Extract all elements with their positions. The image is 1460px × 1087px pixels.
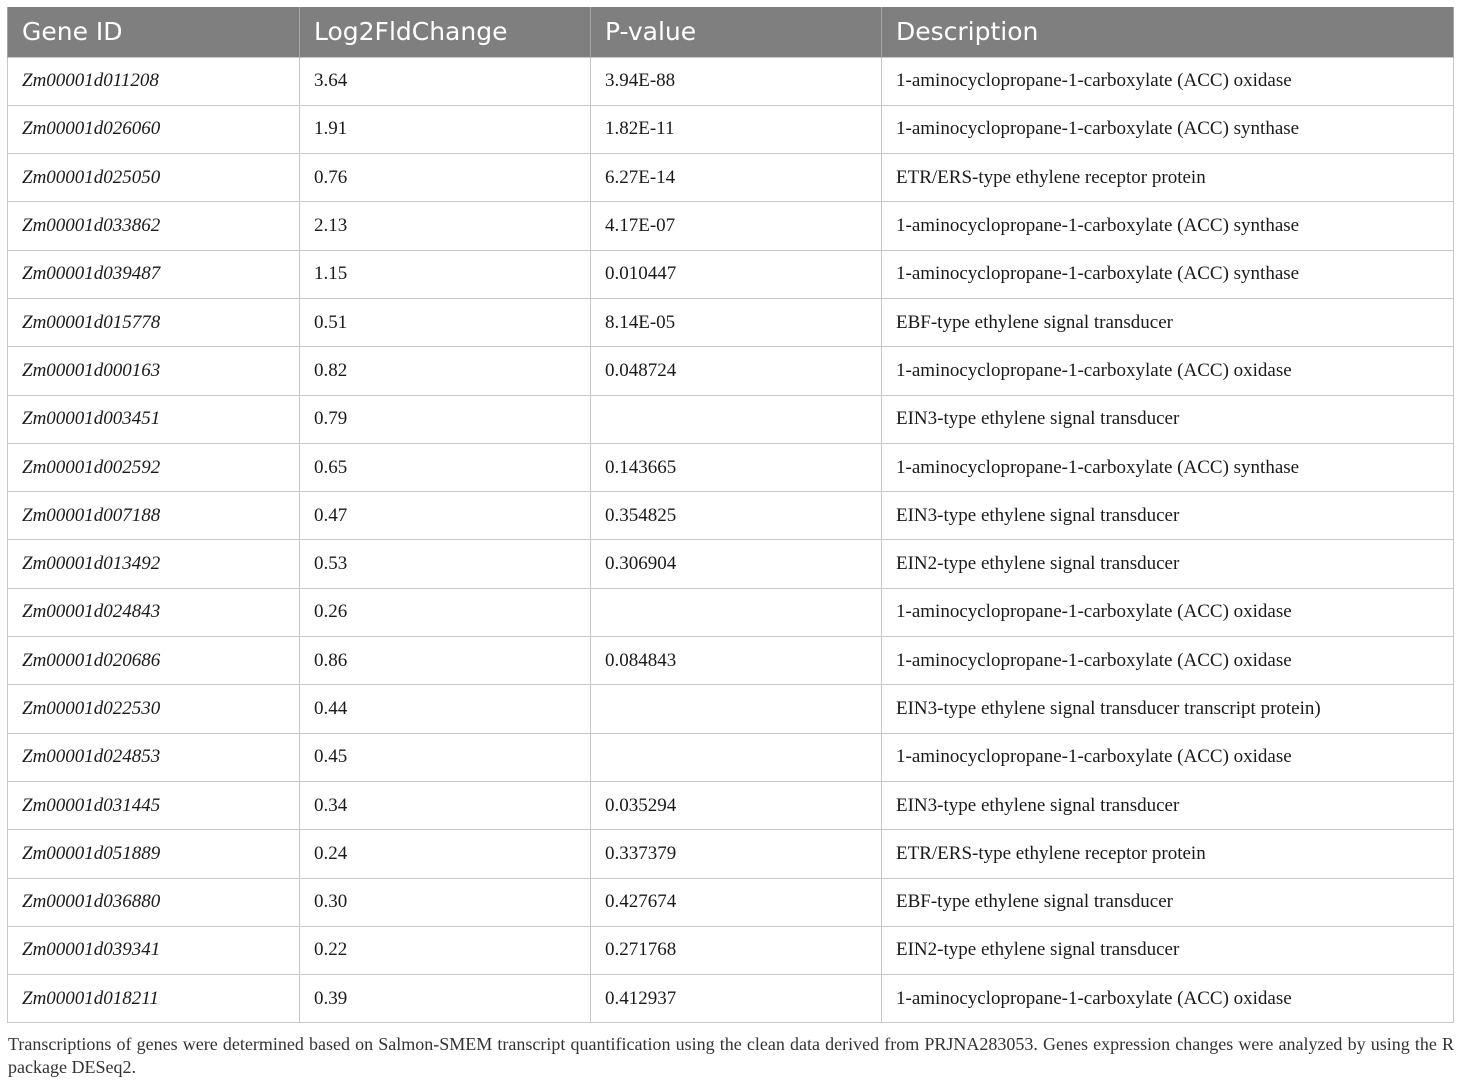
p-value-cell: 1.82E-11: [591, 105, 882, 153]
p-value-cell: 0.010447: [591, 250, 882, 298]
header-description: Description: [882, 7, 1454, 57]
p-value-cell: 0.337379: [591, 830, 882, 878]
gene-id-cell: Zm00001d011208: [8, 57, 300, 105]
log2fldchange-cell: 0.22: [300, 926, 591, 974]
description-cell: 1-aminocyclopropane-1-carboxylate (ACC) synthase: [882, 250, 1454, 298]
p-value-cell: 6.27E-14: [591, 154, 882, 202]
table-footnote: Transcriptions of genes were determined based on Salmon-SMEM transcript quantification using the clean data derived from PRJNA283053. Genes expression changes were analyzed by using the R package DESeq2.: [8, 1034, 1454, 1077]
p-value-cell: 0.306904: [591, 540, 882, 588]
log2fldchange-cell: 0.82: [300, 347, 591, 395]
log2fldchange-cell: 3.64: [300, 57, 591, 105]
table-row: [8, 781, 1454, 829]
header-p-value: P-value: [591, 7, 882, 57]
description-cell: 1-aminocyclopropane-1-carboxylate (ACC) oxidase: [882, 975, 1454, 1023]
description-cell: 1-aminocyclopropane-1-carboxylate (ACC) synthase: [882, 202, 1454, 250]
gene-id-cell: Zm00001d024853: [8, 733, 300, 781]
p-value-cell: 0.271768: [591, 926, 882, 974]
log2fldchange-cell: 0.65: [300, 443, 591, 491]
p-value-cell: 0.143665: [591, 443, 882, 491]
description-cell: EIN2-type ethylene signal transducer: [882, 540, 1454, 588]
log2fldchange-cell: 0.24: [300, 830, 591, 878]
description-cell: EIN3-type ethylene signal transducer: [882, 781, 1454, 829]
log2fldchange-cell: 1.15: [300, 250, 591, 298]
log2fldchange-cell: 0.45: [300, 733, 591, 781]
p-value-cell: 8.14E-05: [591, 298, 882, 346]
gene-table-container: [7, 7, 1453, 1023]
gene-id-cell: Zm00001d033862: [8, 202, 300, 250]
log2fldchange-cell: 0.30: [300, 878, 591, 926]
description-cell: 1-aminocyclopropane-1-carboxylate (ACC) oxidase: [882, 57, 1454, 105]
table-row: [8, 105, 1454, 153]
log2fldchange-cell: 0.79: [300, 395, 591, 443]
header-gene-id: Gene ID: [8, 7, 300, 57]
p-value-cell: 0.084843: [591, 637, 882, 685]
description-cell: EBF-type ethylene signal transducer: [882, 298, 1454, 346]
p-value-cell: 0.035294: [591, 781, 882, 829]
description-cell: EIN3-type ethylene signal transducer: [882, 492, 1454, 540]
gene-id-cell: Zm00001d039341: [8, 926, 300, 974]
p-value-cell: 4.17E-07: [591, 202, 882, 250]
description-cell: ETR/ERS-type ethylene receptor protein: [882, 830, 1454, 878]
gene-id-cell: Zm00001d015778: [8, 298, 300, 346]
p-value-cell: [591, 685, 882, 733]
log2fldchange-cell: 1.91: [300, 105, 591, 153]
table-row: [8, 347, 1454, 395]
log2fldchange-cell: 0.26: [300, 588, 591, 636]
description-cell: 1-aminocyclopropane-1-carboxylate (ACC) synthase: [882, 105, 1454, 153]
p-value-cell: [591, 588, 882, 636]
log2fldchange-cell: 2.13: [300, 202, 591, 250]
table-row: [8, 395, 1454, 443]
description-cell: EIN3-type ethylene signal transducer: [882, 395, 1454, 443]
description-cell: 1-aminocyclopropane-1-carboxylate (ACC) oxidase: [882, 637, 1454, 685]
gene-id-cell: Zm00001d013492: [8, 540, 300, 588]
gene-id-cell: Zm00001d000163: [8, 347, 300, 395]
gene-id-cell: Zm00001d036880: [8, 878, 300, 926]
gene-id-cell: Zm00001d031445: [8, 781, 300, 829]
table-row: [8, 443, 1454, 491]
gene-id-cell: Zm00001d018211: [8, 975, 300, 1023]
p-value-cell: 3.94E-88: [591, 57, 882, 105]
header-log2fldchange: Log2FldChange: [300, 7, 591, 57]
table-row: [8, 637, 1454, 685]
table-row: [8, 830, 1454, 878]
table-row: [8, 975, 1454, 1023]
p-value-cell: 0.427674: [591, 878, 882, 926]
gene-id-cell: Zm00001d002592: [8, 443, 300, 491]
description-cell: 1-aminocyclopropane-1-carboxylate (ACC) oxidase: [882, 347, 1454, 395]
table-row: [8, 926, 1454, 974]
description-cell: 1-aminocyclopropane-1-carboxylate (ACC) oxidase: [882, 588, 1454, 636]
table-row: [8, 202, 1454, 250]
description-cell: EBF-type ethylene signal transducer: [882, 878, 1454, 926]
gene-table: [7, 7, 1454, 1023]
p-value-cell: 0.412937: [591, 975, 882, 1023]
p-value-cell: [591, 395, 882, 443]
log2fldchange-cell: 0.34: [300, 781, 591, 829]
p-value-cell: 0.048724: [591, 347, 882, 395]
gene-id-cell: Zm00001d022530: [8, 685, 300, 733]
gene-id-cell: Zm00001d039487: [8, 250, 300, 298]
log2fldchange-cell: 0.51: [300, 298, 591, 346]
table-row: [8, 733, 1454, 781]
table-row: [8, 540, 1454, 588]
description-cell: EIN3-type ethylene signal transducer transcript protein): [882, 685, 1454, 733]
gene-id-cell: Zm00001d024843: [8, 588, 300, 636]
gene-id-cell: Zm00001d007188: [8, 492, 300, 540]
table-row: [8, 57, 1454, 105]
table-row: [8, 588, 1454, 636]
table-row: [8, 685, 1454, 733]
gene-id-cell: Zm00001d026060: [8, 105, 300, 153]
table-row: [8, 492, 1454, 540]
table-body: [8, 57, 1454, 1023]
header-row: [8, 7, 1454, 57]
log2fldchange-cell: 0.86: [300, 637, 591, 685]
table-row: [8, 250, 1454, 298]
description-cell: 1-aminocyclopropane-1-carboxylate (ACC) oxidase: [882, 733, 1454, 781]
log2fldchange-cell: 0.53: [300, 540, 591, 588]
p-value-cell: [591, 733, 882, 781]
description-cell: ETR/ERS-type ethylene receptor protein: [882, 154, 1454, 202]
description-cell: EIN2-type ethylene signal transducer: [882, 926, 1454, 974]
gene-id-cell: Zm00001d025050: [8, 154, 300, 202]
table-header: [8, 7, 1454, 57]
table-row: [8, 298, 1454, 346]
description-cell: 1-aminocyclopropane-1-carboxylate (ACC) synthase: [882, 443, 1454, 491]
log2fldchange-cell: 0.44: [300, 685, 591, 733]
gene-id-cell: Zm00001d003451: [8, 395, 300, 443]
p-value-cell: 0.354825: [591, 492, 882, 540]
log2fldchange-cell: 0.76: [300, 154, 591, 202]
gene-id-cell: Zm00001d051889: [8, 830, 300, 878]
table-row: [8, 878, 1454, 926]
log2fldchange-cell: 0.47: [300, 492, 591, 540]
table-row: [8, 154, 1454, 202]
gene-id-cell: Zm00001d020686: [8, 637, 300, 685]
log2fldchange-cell: 0.39: [300, 975, 591, 1023]
